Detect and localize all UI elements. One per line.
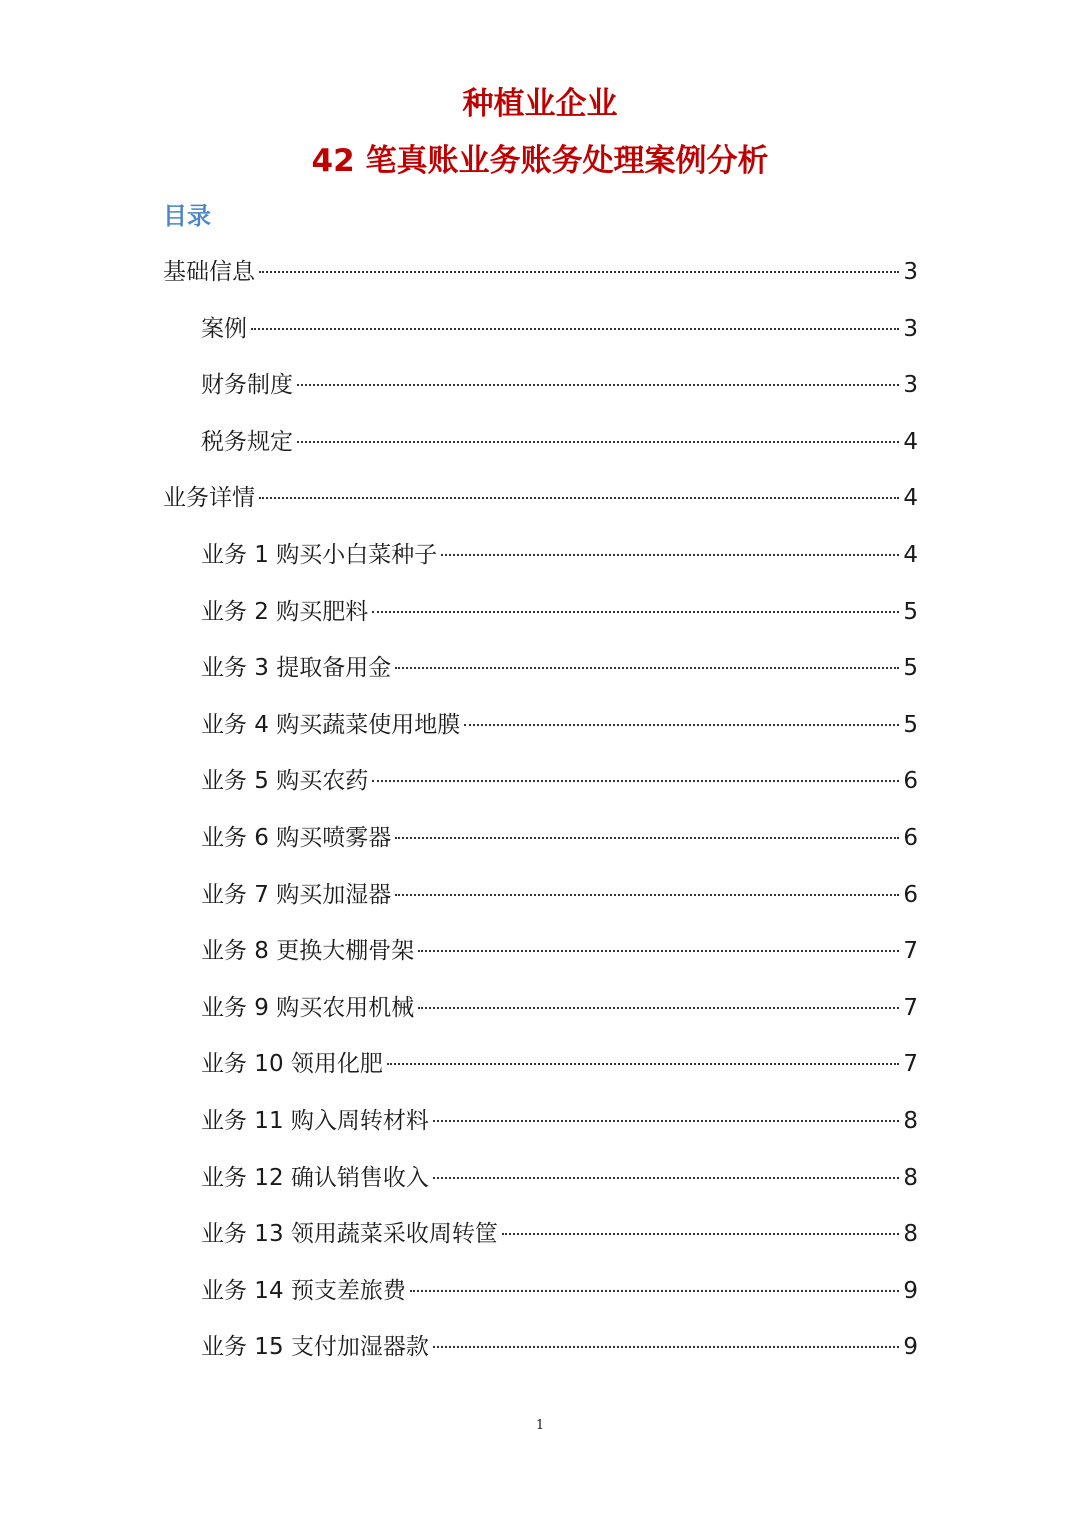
- toc-entry-label: 业务详情: [163, 485, 255, 512]
- toc-entry-12[interactable]: [163, 878, 918, 935]
- toc-entry-page: 6: [903, 881, 918, 908]
- toc-entry-page: 5: [903, 655, 918, 682]
- toc-entry-11[interactable]: [163, 821, 918, 878]
- toc-entry-20[interactable]: [163, 1330, 918, 1387]
- toc-entry-label: 业务 1 购买小白菜种子: [201, 541, 438, 568]
- toc-entry-label: 业务 5 购买农药: [201, 768, 369, 795]
- toc-entry-17[interactable]: [163, 1161, 918, 1218]
- toc-entry-label: 业务 13 领用蔬菜采收周转筐: [201, 1221, 498, 1248]
- toc-leader-dots: [418, 1007, 899, 1009]
- table-of-contents: [163, 255, 918, 1387]
- toc-entry-label: 业务 2 购买肥料: [201, 598, 369, 625]
- toc-leader-dots: [395, 894, 899, 896]
- toc-entry-2[interactable]: [163, 312, 918, 369]
- toc-entry-label: 基础信息: [163, 259, 255, 285]
- toc-entry-label: 案例: [201, 315, 247, 342]
- toc-entry-page: 8: [903, 1164, 918, 1191]
- toc-entry-13[interactable]: [163, 934, 918, 991]
- toc-entry-label: 业务 8 更换大棚骨架: [201, 938, 415, 965]
- toc-leader-dots: [372, 611, 899, 613]
- toc-leader-dots: [251, 328, 899, 330]
- toc-entry-7[interactable]: [163, 595, 918, 652]
- toc-entry-8[interactable]: [163, 651, 918, 708]
- toc-entry-page: 4: [903, 541, 918, 568]
- toc-leader-dots: [433, 1346, 899, 1348]
- toc-heading: 目录: [163, 202, 211, 230]
- toc-entry-1[interactable]: [163, 255, 918, 312]
- toc-leader-dots: [410, 1290, 899, 1292]
- toc-entry-label: 税务规定: [201, 428, 293, 455]
- toc-entry-label: 业务 6 购买喷雾器: [201, 824, 392, 851]
- toc-entry-page: 8: [903, 1107, 918, 1134]
- toc-entry-page: 7: [903, 1051, 918, 1078]
- toc-leader-dots: [259, 497, 899, 499]
- toc-entry-19[interactable]: [163, 1274, 918, 1331]
- toc-entry-5[interactable]: [163, 481, 918, 538]
- toc-leader-dots: [464, 724, 899, 726]
- toc-entry-page: 5: [903, 598, 918, 625]
- toc-entry-page: 9: [903, 1334, 918, 1361]
- toc-entry-page: 3: [903, 315, 918, 342]
- toc-entry-page: 8: [903, 1221, 918, 1248]
- toc-entry-label: 业务 15 支付加湿器款: [201, 1334, 429, 1361]
- toc-entry-label: 业务 9 购买农用机械: [201, 994, 415, 1021]
- toc-entry-page: 6: [903, 824, 918, 851]
- toc-entry-10[interactable]: [163, 764, 918, 821]
- toc-entry-page: 7: [903, 994, 918, 1021]
- toc-entry-15[interactable]: [163, 1047, 918, 1104]
- toc-leader-dots: [387, 1063, 899, 1065]
- toc-leader-dots: [297, 384, 899, 386]
- toc-entry-3[interactable]: [163, 368, 918, 425]
- toc-entry-label: 业务 4 购买蔬菜使用地膜: [201, 711, 461, 738]
- toc-entry-14[interactable]: [163, 991, 918, 1048]
- toc-leader-dots: [502, 1233, 899, 1235]
- toc-entry-18[interactable]: [163, 1217, 918, 1274]
- toc-entry-label: 财务制度: [201, 372, 293, 399]
- toc-entry-page: 6: [903, 768, 918, 795]
- toc-entry-page: 4: [903, 485, 918, 512]
- toc-leader-dots: [372, 780, 899, 782]
- toc-leader-dots: [259, 271, 899, 273]
- toc-leader-dots: [433, 1120, 899, 1122]
- toc-entry-page: 4: [903, 428, 918, 455]
- toc-entry-label: 业务 11 购入周转材料: [201, 1107, 429, 1134]
- toc-leader-dots: [297, 441, 899, 443]
- page-number: 1: [535, 1418, 545, 1433]
- toc-leader-dots: [418, 950, 899, 952]
- document-title-line-1: 种植业企业: [462, 86, 618, 122]
- toc-leader-dots: [395, 667, 899, 669]
- toc-entry-16[interactable]: [163, 1104, 918, 1161]
- toc-leader-dots: [433, 1177, 899, 1179]
- document-title-line-2: 42 笔真账业务账务处理案例分析: [311, 143, 769, 179]
- toc-entry-page: 3: [903, 259, 918, 285]
- toc-entry-page: 5: [903, 711, 918, 738]
- toc-entry-page: 9: [903, 1277, 918, 1304]
- toc-entry-9[interactable]: [163, 708, 918, 765]
- toc-entry-page: 3: [903, 372, 918, 399]
- toc-entry-label: 业务 7 购买加湿器: [201, 881, 392, 908]
- toc-entry-label: 业务 10 领用化肥: [201, 1051, 383, 1078]
- toc-entry-4[interactable]: [163, 425, 918, 482]
- toc-entry-page: 7: [903, 938, 918, 965]
- toc-leader-dots: [395, 837, 899, 839]
- toc-entry-label: 业务 3 提取备用金: [201, 655, 392, 682]
- toc-entry-label: 业务 14 预支差旅费: [201, 1277, 406, 1304]
- toc-entry-label: 业务 12 确认销售收入: [201, 1164, 429, 1191]
- toc-entry-6[interactable]: [163, 538, 918, 595]
- toc-leader-dots: [441, 554, 899, 556]
